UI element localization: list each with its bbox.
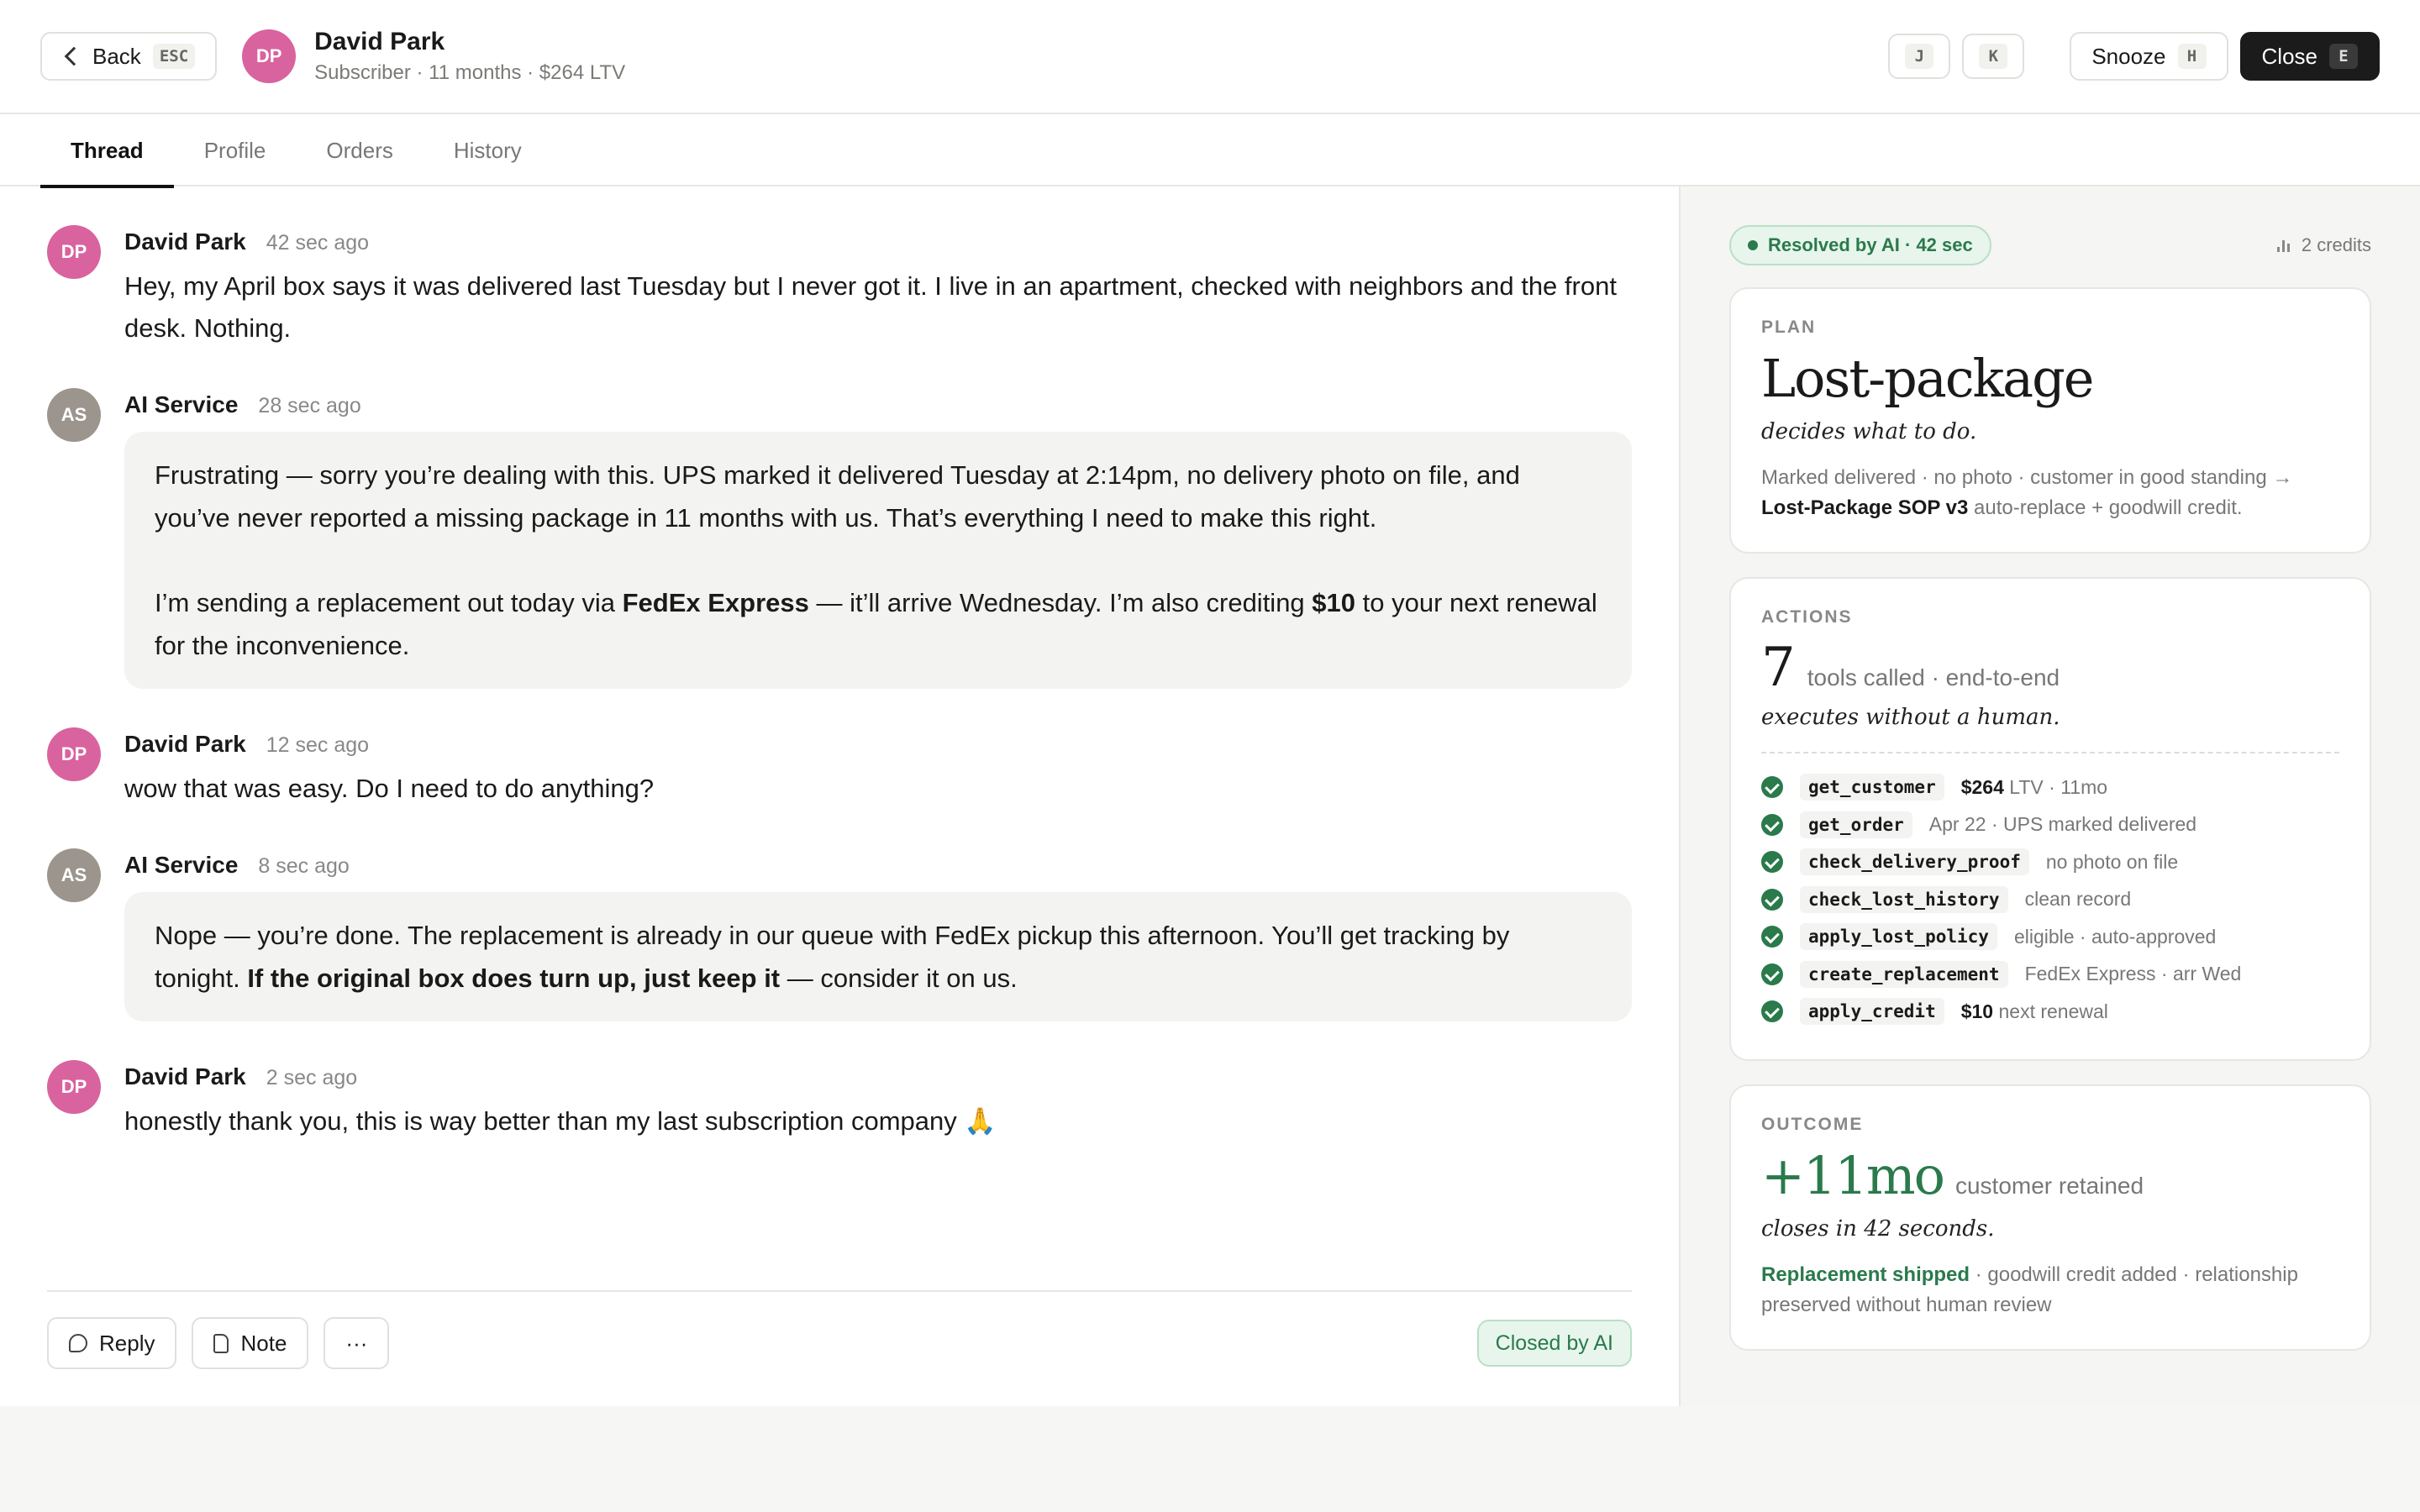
- outcome-value-label: customer retained: [1954, 1172, 2144, 1199]
- close-label: Close: [2261, 43, 2317, 69]
- back-label: Back: [92, 43, 141, 69]
- outcome-card: [1729, 1084, 2371, 1351]
- close-ticket-button[interactable]: [2240, 32, 2380, 81]
- check-circle-icon: [1761, 814, 1783, 836]
- message-author: AI Service: [124, 391, 239, 417]
- message: [47, 225, 1632, 349]
- chat-bubble-icon: [69, 1334, 87, 1352]
- tool-call-item: get_customer $264 LTV · 11mo: [1761, 769, 2339, 806]
- plan-title: Lost-package: [1761, 348, 2093, 409]
- message: [47, 727, 1632, 810]
- plan-tagline: decides what to do.: [1761, 419, 1977, 444]
- actions-card: [1729, 577, 2371, 1061]
- tool-call-item: [1761, 881, 2339, 919]
- next-shortcut: K: [1979, 44, 2007, 69]
- check-circle-icon: [1761, 963, 1783, 985]
- tool-call-item: [1761, 843, 2339, 881]
- tool-name: check_lost_history: [1800, 886, 2008, 913]
- tool-call-item: apply_credit $10 next renewal: [1761, 993, 2339, 1031]
- message-time: 28 sec ago: [258, 394, 361, 417]
- actions-tagline: executes without a human.: [1761, 705, 2060, 730]
- tool-detail: next renewal: [1993, 1000, 2108, 1022]
- message-paragraph: Frustrating — sorry you’re dealing with this. UPS marked it delivered Tuesday at 2:14pm, no delivery photo on file, and you’ve never reported a missing package in 11 months with us. That’s everything I need to make this right.: [155, 460, 1520, 533]
- next-ticket-button[interactable]: [1962, 34, 2024, 79]
- message-text: honestly thank you, this is way better than my last subscription company 🙏: [124, 1106, 997, 1136]
- card-label: ACTIONS: [1761, 607, 1853, 627]
- chevron-left-icon: [65, 47, 84, 66]
- ai-resolution-panel: [1679, 186, 2420, 1406]
- status-badge: Closed by AI: [1477, 1320, 1632, 1367]
- document-icon: [213, 1334, 229, 1353]
- message: [47, 1060, 1632, 1142]
- tool-name: check_delivery_proof: [1800, 848, 2029, 875]
- message-author: David Park: [124, 1063, 246, 1089]
- tool-detail: LTV · 11mo: [2003, 775, 2108, 798]
- avatar: AS: [47, 388, 101, 442]
- ai-reply-bubble: [124, 432, 1632, 689]
- message-time: 12 sec ago: [266, 733, 370, 757]
- check-circle-icon: [1761, 776, 1783, 798]
- snooze-label: Snooze: [2091, 43, 2166, 69]
- message-thread: [0, 186, 1679, 1406]
- tool-call-item: [1761, 956, 2339, 994]
- snooze-button[interactable]: [2070, 32, 2228, 81]
- tab-thread[interactable]: Thread: [40, 114, 174, 186]
- tool-name: get_customer: [1800, 774, 1944, 801]
- tool-detail: eligible · auto-approved: [2013, 925, 2217, 948]
- resolved-label: Resolved by AI · 42 sec: [1768, 234, 1973, 255]
- card-label: PLAN: [1761, 318, 1817, 337]
- tool-call-item: [1761, 918, 2339, 956]
- message-author: David Park: [124, 228, 246, 255]
- previous-shortcut: J: [1905, 44, 1933, 69]
- outcome-value: +11mo: [1761, 1144, 1944, 1206]
- message-text: wow that was easy. Do I need to do anything?: [124, 774, 655, 803]
- check-circle-icon: [1761, 1000, 1783, 1022]
- check-circle-icon: [1761, 889, 1783, 911]
- more-options-button[interactable]: [324, 1317, 389, 1369]
- resolved-badge: [1729, 225, 1991, 265]
- reply-label: Reply: [99, 1330, 155, 1356]
- outcome-description: Replacement shipped · goodwill credit added · relationship preserved without human review: [1761, 1263, 2298, 1316]
- tool-call-item: [1761, 806, 2339, 844]
- reply-button[interactable]: [47, 1317, 176, 1369]
- status-dot-icon: [1748, 240, 1758, 250]
- credits-indicator: [2277, 234, 2371, 256]
- message-text: Hey, my April box says it was delivered last Tuesday but I never got it. I live in an apartment, checked with neighbors and the front desk. Nothing.: [124, 271, 1617, 343]
- avatar: DP: [47, 225, 101, 279]
- back-button[interactable]: [40, 32, 217, 81]
- credits-label: 2 credits: [2301, 234, 2371, 255]
- tools-count-label: tools called · end-to-end: [1807, 664, 2060, 690]
- composer-toolbar: [47, 1290, 1632, 1369]
- avatar: DP: [47, 1060, 101, 1114]
- previous-ticket-button[interactable]: [1888, 34, 1950, 79]
- tool-detail: clean record: [2024, 888, 2132, 911]
- tab-profile[interactable]: Profile: [203, 137, 266, 163]
- tool-name: apply_credit: [1800, 998, 1944, 1025]
- note-label: Note: [240, 1330, 287, 1356]
- customer-summary: Subscriber · 11 months · $264 LTV: [314, 61, 626, 84]
- check-circle-icon: [1761, 851, 1783, 873]
- customer-name: David Park: [314, 28, 445, 55]
- tab-orders[interactable]: Orders: [326, 137, 393, 163]
- tab-bar: [0, 114, 2420, 186]
- ai-reply-bubble: [124, 892, 1632, 1021]
- plan-description: Marked delivered · no photo · customer in good standing → Lost-Package SOP v3 auto-replace + goodwill credit.: [1761, 466, 2293, 519]
- outcome-tagline: closes in 42 seconds.: [1761, 1215, 1995, 1242]
- ellipsis-icon: ···: [345, 1330, 368, 1356]
- note-button[interactable]: [192, 1317, 308, 1369]
- tools-count: 7: [1761, 637, 1796, 699]
- tool-detail: no photo on file: [2045, 850, 2179, 873]
- tool-detail: FedEx Express · arr Wed: [2024, 963, 2242, 985]
- ticket-header: [0, 0, 2420, 114]
- message-paragraph: Nope — you’re done. The replacement is already in our queue with FedEx pickup this afternoon. You’ll get tracking by tonight. If the original box does turn up, just keep it — consider it on us.: [155, 921, 1510, 993]
- avatar: DP: [242, 29, 296, 83]
- bar-chart-icon: [2277, 239, 2290, 252]
- tool-name: create_replacement: [1800, 961, 2008, 988]
- tool-name: get_order: [1800, 811, 1912, 838]
- snooze-shortcut: H: [2178, 44, 2207, 69]
- back-shortcut: ESC: [153, 44, 195, 69]
- message-time: 8 sec ago: [258, 854, 350, 878]
- message-time: 42 sec ago: [266, 231, 370, 255]
- avatar: AS: [47, 848, 101, 902]
- tab-history[interactable]: History: [453, 137, 522, 163]
- card-label: OUTCOME: [1761, 1114, 1864, 1134]
- message-author: David Park: [124, 731, 246, 757]
- check-circle-icon: [1761, 926, 1783, 948]
- message: [47, 848, 1632, 1021]
- tool-detail: Apr 22 · UPS marked delivered: [1928, 813, 2197, 836]
- message: [47, 388, 1632, 689]
- tool-name: apply_lost_policy: [1800, 923, 1997, 950]
- message-author: AI Service: [124, 852, 239, 878]
- avatar: DP: [47, 727, 101, 781]
- message-time: 2 sec ago: [266, 1066, 358, 1089]
- close-shortcut: E: [2329, 44, 2358, 69]
- message-paragraph: I’m sending a replacement out today via FedEx Express — it’ll arrive Wednesday. I’m also crediting $10 to your next renewal for the inconvenience.: [155, 588, 1597, 660]
- plan-card: [1729, 287, 2371, 554]
